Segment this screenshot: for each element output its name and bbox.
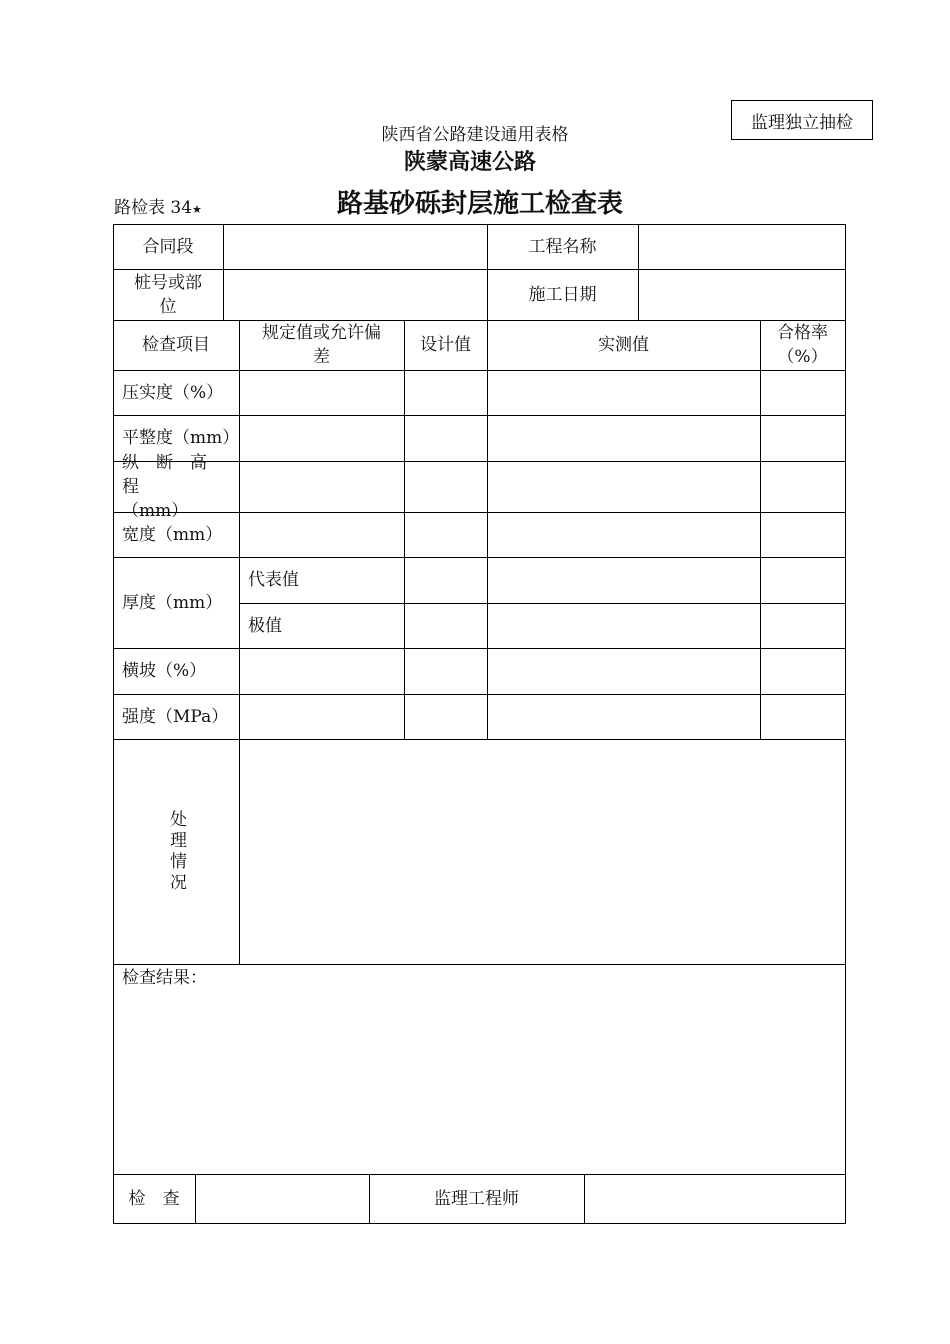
row-elevation-line1: 纵 断 高 程 — [122, 452, 224, 497]
construction-date-label: 施工日期 — [528, 284, 597, 305]
col-tolerance — [239, 320, 404, 370]
row-thickness: 厚度（mm） — [122, 592, 223, 613]
station-label — [113, 269, 223, 320]
handling-label-cell — [113, 739, 239, 964]
inspect-label: 检 查 — [128, 1188, 180, 1209]
project-name-field[interactable] — [638, 224, 845, 269]
form-series-title: 陕西省公路建设通用表格 — [381, 125, 569, 145]
result-section[interactable] — [113, 964, 845, 1174]
col-pass-rate — [760, 320, 845, 370]
inspection-table — [113, 224, 846, 1224]
row-cross-slope: 横坡（%） — [122, 661, 207, 681]
highway-name: 陕蒙高速公路 — [403, 150, 536, 175]
station-label-line2: 位 — [159, 296, 177, 317]
project-name-label: 工程名称 — [528, 236, 597, 257]
handling-field[interactable] — [239, 739, 845, 964]
col-tolerance-line2: 差 — [313, 347, 330, 367]
row-thickness-representative: 代表值 — [248, 570, 299, 590]
page-title: 路基砂砾封层施工检查表 — [336, 189, 623, 219]
engineer-field[interactable] — [584, 1174, 845, 1223]
contract-field[interactable] — [223, 224, 487, 269]
row-flatness: 平整度（mm） — [122, 428, 240, 448]
star-mark: ★ — [192, 203, 202, 216]
handling-label: 处理情况 — [166, 809, 186, 894]
row-thickness-extreme: 极值 — [248, 615, 282, 636]
row-compaction: 压实度（%） — [122, 382, 224, 403]
col-measured-value: 实测值 — [598, 335, 649, 355]
row-elevation-line2: （mm） — [122, 500, 189, 521]
row-elevation — [113, 452, 239, 521]
form-number-text: 路检表 34 — [114, 198, 193, 218]
station-field[interactable] — [223, 269, 487, 320]
col-design-value: 设计值 — [420, 335, 471, 355]
engineer-label: 监理工程师 — [434, 1188, 519, 1209]
result-label: 检查结果： — [122, 968, 207, 988]
col-pass-rate-line1: 合格率 — [777, 323, 828, 343]
col-item: 检查项目 — [142, 335, 210, 355]
col-pass-rate-line2: （%） — [777, 347, 828, 367]
station-label-line1: 桩号或部 — [134, 272, 202, 293]
independent-inspection-stamp: 监理独立抽检 — [731, 100, 873, 140]
construction-date-field[interactable] — [638, 269, 845, 320]
row-strength: 强度（MPa） — [122, 706, 229, 727]
inspect-field[interactable] — [195, 1174, 369, 1223]
col-tolerance-line1: 规定值或允许偏 — [262, 323, 381, 343]
contract-label: 合同段 — [142, 236, 194, 257]
row-width: 宽度（mm） — [122, 524, 223, 545]
